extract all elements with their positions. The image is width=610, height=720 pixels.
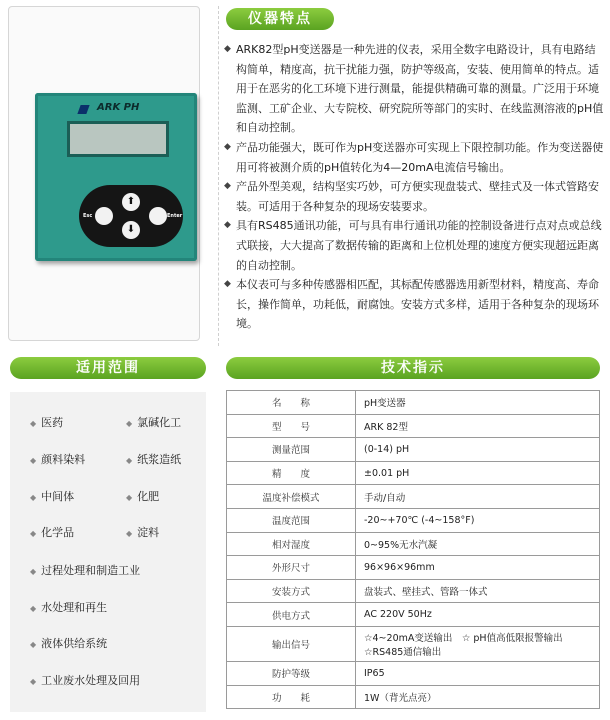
- bullet-icon: ◆: [126, 419, 133, 428]
- scope-item: ◆ 过程处理和制造工业: [30, 564, 141, 577]
- spec-value-cell: -20~+70℃ (-4~158°F): [356, 508, 600, 532]
- bullet-icon: ◆: [224, 220, 231, 231]
- bullet-icon: ◆: [30, 456, 37, 465]
- scope-item: ◆ 水处理和再生: [30, 601, 108, 614]
- ph-transmitter-device-image: [35, 93, 197, 261]
- spec-value-cell: 1W（背光点亮）: [356, 685, 600, 709]
- table-row: [227, 485, 600, 509]
- table-row: [227, 626, 600, 661]
- bullet-icon: ◆: [224, 181, 231, 192]
- spec-name-cell: 功 耗: [227, 685, 356, 709]
- scope-panel: [10, 392, 206, 712]
- scope-item: ◆ 化学品: [30, 526, 75, 539]
- up-arrow-icon: ⬆: [122, 193, 140, 211]
- bullet-icon: ◆: [30, 493, 37, 502]
- table-row: [227, 532, 600, 556]
- enter-key: [149, 207, 167, 225]
- scope-item: ◆ 中间体: [30, 490, 75, 503]
- scope-item: ◆ 液体供给系统: [30, 637, 108, 650]
- table-row: [227, 579, 600, 603]
- spec-name-cell: 输出信号: [227, 626, 356, 661]
- table-row: [227, 685, 600, 709]
- esc-key-label: Esc: [83, 213, 93, 219]
- device-keypad: [79, 185, 183, 247]
- table-row: [227, 556, 600, 580]
- scope-item: ◆ 工业废水处理及回用: [30, 674, 141, 687]
- lcd-display: [67, 121, 169, 157]
- down-arrow-icon: ⬇: [122, 221, 140, 239]
- table-row: [227, 508, 600, 532]
- feature-item-2: ◆ 产品功能强大，既可作为pH变送器亦可实现上下限控制功能。作为变送器使用可将被测介质的pH值转化为4—20mA电流信号输出。: [224, 138, 604, 177]
- scope-header: 适用范围: [10, 357, 206, 379]
- bullet-icon: ◆: [30, 604, 37, 613]
- bullet-icon: ◆: [224, 44, 231, 54]
- scope-item: ◆ 纸浆造纸: [126, 453, 182, 466]
- spec-name-cell: 防护等级: [227, 661, 356, 685]
- spec-value-cell: IP65: [356, 661, 600, 685]
- spec-value-cell: AC 220V 50Hz: [356, 603, 600, 627]
- bullet-icon: ◆: [126, 529, 133, 538]
- spec-name-cell: 测量范围: [227, 438, 356, 462]
- spec-name-cell: 外形尺寸: [227, 556, 356, 580]
- spec-value-cell: 0~95%无水汽凝: [356, 532, 600, 556]
- brand-logo-icon: [77, 105, 89, 114]
- bullet-icon: ◆: [224, 141, 231, 152]
- features-list: [224, 40, 604, 334]
- bullet-icon: ◆: [30, 677, 37, 686]
- feature-item-4: ◆ 具有RS485通讯功能，可与具有串行通讯功能的控制设备进行点对点或总线式联接，大大提高了数据传输的距离和上位机处理的速度方便实现超远距离的自动控制。: [224, 216, 604, 275]
- feature-item-3: ◆ 产品外型美观，结构坚实巧妙，可方便实现盘装式、壁挂式及一体式管路安装。可适用于各种复杂的现场安装要求。: [224, 177, 604, 216]
- table-row: [227, 661, 600, 685]
- esc-key: [95, 207, 113, 225]
- bullet-icon: ◆: [126, 493, 133, 502]
- spec-name-cell: 温度范围: [227, 508, 356, 532]
- spec-value-cell: (0-14) pH: [356, 438, 600, 462]
- spec-value-cell: ±0.01 pH: [356, 461, 600, 485]
- scope-item: ◆ 颜料染料: [30, 453, 86, 466]
- bullet-icon: ◆: [224, 279, 231, 290]
- spec-name-cell: 型 号: [227, 414, 356, 438]
- enter-key-label: Enter: [167, 213, 183, 219]
- specs-table: [226, 390, 600, 709]
- table-row: [227, 603, 600, 627]
- spec-name-cell: 名 称: [227, 391, 356, 415]
- device-brand-label: ARK PH: [97, 102, 140, 113]
- table-row: [227, 391, 600, 415]
- feature-item-5: ◆ 本仪表可与多种传感器相匹配，其标配传感器选用新型材料，精度高、寿命长，操作简单，功耗低，耐腐蚀。安装方式多样，适用于各种复杂的现场环境。: [224, 275, 604, 334]
- product-photo-frame: [8, 6, 200, 341]
- spec-value-cell: 96×96×96mm: [356, 556, 600, 580]
- spec-value-cell: 手动/自动: [356, 485, 600, 509]
- feature-item-1: ◆ ARK82型pH变送器是一种先进的仪表，采用全数字电路设计，具有电路结构简单，精度高，抗干扰能力强，防护等级高，安装、使用简单的特点。适用于在恶劣的化工环境下进行测量，能提供精确可靠的测量。广泛用于环境监测、工矿企业、大专院校、研究院所等部门的实时、在线监测溶液的pH值和自动控制。: [224, 40, 604, 138]
- spec-name-cell: 温度补偿模式: [227, 485, 356, 509]
- bullet-icon: ◆: [30, 640, 37, 649]
- column-divider: [218, 6, 219, 346]
- spec-name-cell: 供电方式: [227, 603, 356, 627]
- spec-name-cell: 相对湿度: [227, 532, 356, 556]
- spec-value-cell: 盘装式、壁挂式、管路一体式: [356, 579, 600, 603]
- bullet-icon: ◆: [30, 529, 37, 538]
- scope-item: ◆ 医药: [30, 416, 64, 429]
- bullet-icon: ◆: [30, 567, 37, 576]
- spec-value-cell: ☆4~20mA变送输出 ☆ pH值高低限报警输出 ☆RS485通信输出: [356, 626, 600, 661]
- bullet-icon: ◆: [30, 419, 37, 428]
- spec-value-cell: ARK 82型: [356, 414, 600, 438]
- table-row: [227, 461, 600, 485]
- spec-name-cell: 安装方式: [227, 579, 356, 603]
- specs-header: 技术指示: [226, 357, 600, 379]
- scope-item: ◆ 化肥: [126, 490, 160, 503]
- bullet-icon: ◆: [126, 456, 133, 465]
- table-row: [227, 438, 600, 462]
- scope-item: ◆ 氯碱化工: [126, 416, 182, 429]
- spec-name-cell: 精 度: [227, 461, 356, 485]
- spec-value-cell: pH变送器: [356, 391, 600, 415]
- scope-item: ◆ 淀料: [126, 526, 160, 539]
- table-row: [227, 414, 600, 438]
- features-header: 仪器特点: [226, 8, 334, 30]
